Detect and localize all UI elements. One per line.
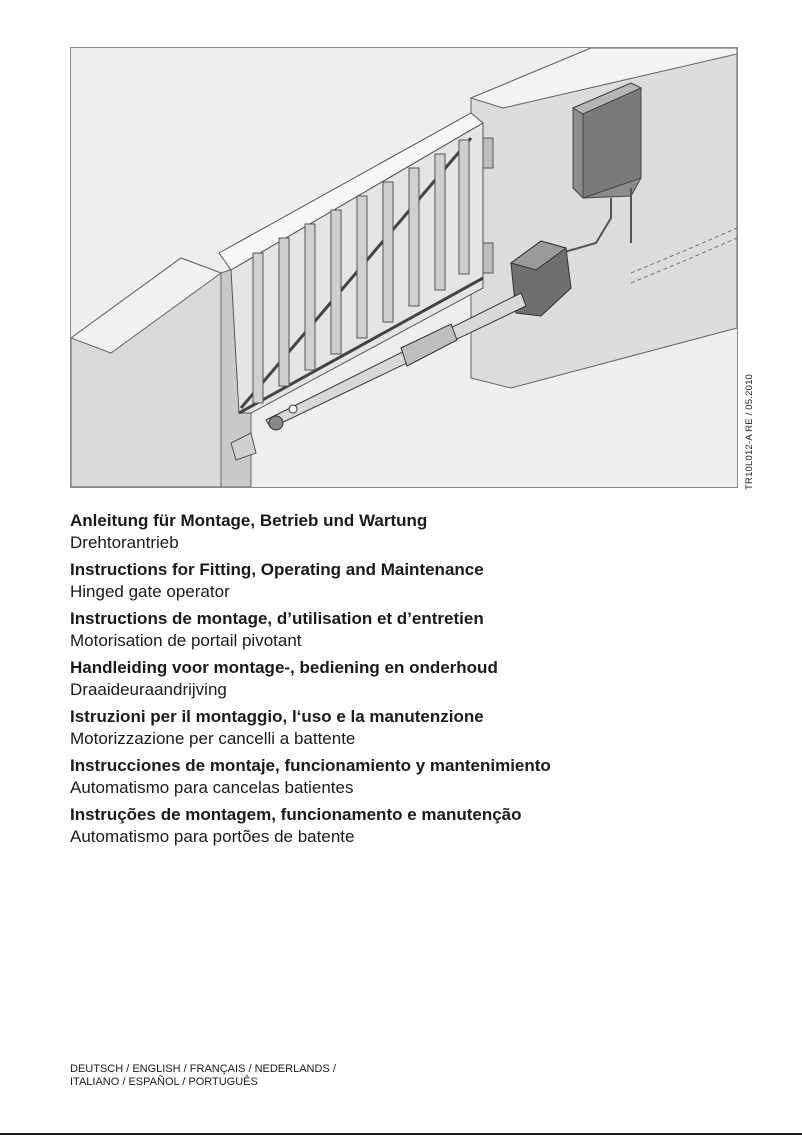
bottom-divider xyxy=(0,1133,802,1135)
gate-leaf xyxy=(219,113,493,460)
manual-subtitle: Hinged gate operator xyxy=(70,582,230,601)
manual-subtitle: Motorizzazione per cancelli a battente xyxy=(70,729,356,748)
manual-subtitle: Motorisation de portail pivotant xyxy=(70,631,302,650)
document-code: TR10L012-A RE / 05.2010 xyxy=(744,373,755,490)
manual-title: Instructions for Fitting, Operating and Maintenance xyxy=(70,560,484,579)
manual-titles xyxy=(70,510,710,853)
manual-entry-es xyxy=(70,755,710,798)
manual-entry-en xyxy=(70,559,710,602)
manual-entry-it xyxy=(70,706,710,749)
manual-title: Instruções de montagem, funcionamento e manutenção xyxy=(70,805,522,824)
manual-subtitle: Drehtorantrieb xyxy=(70,533,179,552)
manual-entry-de xyxy=(70,510,710,553)
manual-title: Istruzioni per il montaggio, l‘uso e la manutenzione xyxy=(70,707,484,726)
manual-title: Anleitung für Montage, Betrieb und Wartung xyxy=(70,511,428,530)
language-line-1: DEUTSCH / ENGLISH / FRANÇAIS / NEDERLANDS / xyxy=(70,1063,336,1075)
manual-title: Instructions de montage, d’utilisation et d’entretien xyxy=(70,609,484,628)
left-wall xyxy=(71,258,251,487)
language-list xyxy=(70,1063,470,1089)
manual-title: Handleiding voor montage-, bediening en onderhoud xyxy=(70,658,498,677)
manual-entry-pt xyxy=(70,804,710,847)
product-illustration xyxy=(70,47,738,488)
manual-subtitle: Automatismo para portões de batente xyxy=(70,827,355,846)
manual-entry-fr xyxy=(70,608,710,651)
manual-title: Instrucciones de montaje, funcionamiento y mantenimiento xyxy=(70,756,551,775)
manual-entry-nl xyxy=(70,657,710,700)
language-line-2: ITALIANO / ESPAÑOL / PORTUGUÊS xyxy=(70,1076,258,1088)
manual-subtitle: Draaideuraandrijving xyxy=(70,680,227,699)
manual-subtitle: Automatismo para cancelas batientes xyxy=(70,778,354,797)
